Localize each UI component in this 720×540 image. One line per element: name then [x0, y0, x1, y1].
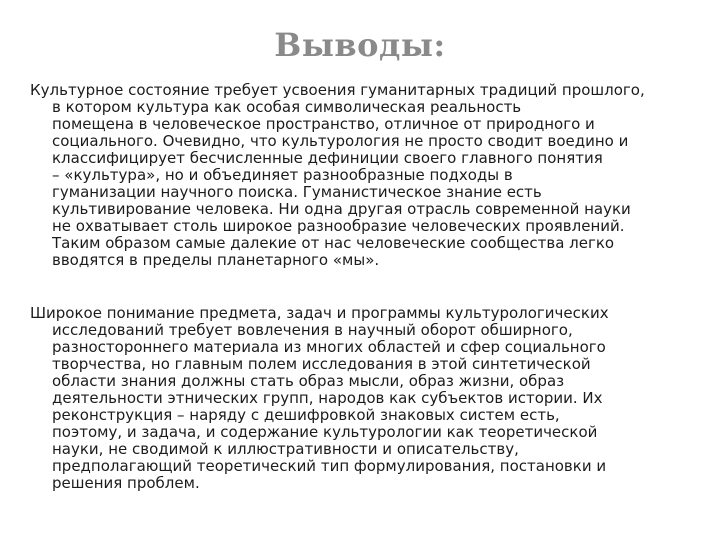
paragraph-2-line: области знания должны стать образ мысли, образ жизни, образ — [52, 372, 565, 390]
paragraph-1-line: культивирование человека. Ни одна другая отрасль современной науки — [52, 200, 631, 218]
paragraph-2-line: исследований требует вовлечения в научный оборот обширного, — [52, 321, 573, 339]
paragraph-2-line: творчества, но главным полем исследования в этой синтетической — [52, 355, 591, 373]
paragraph-1-line: социального. Очевидно, что культурология не просто сводит воедино и — [52, 132, 629, 150]
paragraph-1-line: Культурное состояние требует усвоения гуманитарных традиций прошлого, — [30, 81, 645, 99]
paragraph-2-line: науки, не сводимой к иллюстративности и описательству, — [52, 440, 519, 458]
paragraph-1-line: классифицирует бесчисленные дефиниции своего главного понятия — [52, 149, 603, 167]
slide-title: Выводы: — [274, 26, 446, 64]
paragraph-2-line: поэтому, и задача, и содержание культурологии как теоретической — [52, 423, 598, 441]
paragraph-2-line: деятельности этнических групп, народов как субъектов истории. Их — [52, 389, 603, 407]
paragraph-2-line: Широкое понимание предмета, задач и программы культурологических — [30, 304, 609, 322]
paragraph-2-line: разностороннего материала из многих областей и сфер социального — [52, 338, 606, 356]
paragraph-1-line: не охватывает столь широкое разнообразие человеческих проявлений. — [52, 217, 625, 235]
paragraph-2-line: реконструкция – наряду с дешифровкой знаковых систем есть, — [52, 406, 560, 424]
paragraph-2-line: решения проблем. — [52, 474, 200, 492]
paragraph-1-line: помещена в человеческое пространство, отличное от природного и — [52, 115, 595, 133]
paragraph-1 — [30, 82, 685, 269]
paragraph-1-line: – «культура», но и объединяет разнообразные подходы в — [52, 166, 513, 184]
paragraph-2 — [30, 305, 685, 492]
paragraph-1-line: в котором культура как особая символическая реальность — [52, 98, 522, 116]
paragraph-1-line: гуманизации научного поиска. Гуманистическое знание есть — [52, 183, 542, 201]
paragraph-1-line: Таким образом самые далекие от нас человеческие сообщества легко — [52, 234, 615, 252]
paragraph-2-line: предполагающий теоретический тип формулирования, постановки и — [52, 457, 607, 475]
paragraph-1-line: вводятся в пределы планетарного «мы». — [52, 251, 380, 269]
